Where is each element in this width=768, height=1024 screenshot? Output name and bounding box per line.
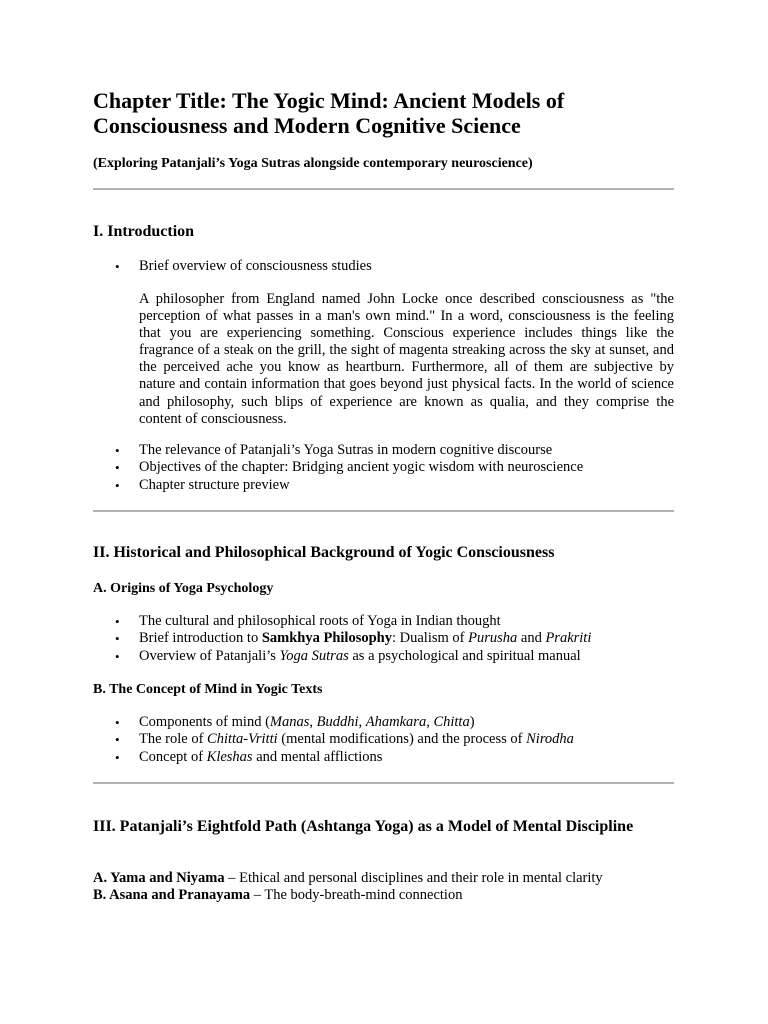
mind-bullet-list: [93, 714, 574, 766]
list-item: • Chapter structure preview: [93, 477, 583, 494]
section-heading-eightfold-path: III. Patanjali’s Eightfold Path (Ashtanga Yoga) as a Model of Mental Discipline: [93, 818, 634, 835]
list-item: • Components of mind (Manas, Buddhi, Ahamkara, Chitta): [93, 714, 574, 731]
yama-niyama-line: A. Yama and Niyama – Ethical and personal disciplines and their role in mental clarity: [93, 870, 603, 886]
section-heading-historical-background: II. Historical and Philosophical Background of Yogic Consciousness: [93, 544, 555, 561]
intro-paragraph: A philosopher from England named John Locke once described consciousness as "the perception of what passes in a man's own mind." In a word, consciousness is the feeling that you are experiencing something. Conscious experience includes things like the fragrance of a steak on the grill, the sight of magenta streaking across the sky at sunset, and the perceived ache you know as heartburn. Furthermore, all of them are subjective by nature and contain information that goes beyond just physical facts. In the world of science and philosophy, such blips of experience are known as qualia, and they comprise the content of consciousness.: [139, 291, 674, 427]
list-item: • Overview of Patanjali’s Yoga Sutras as a psychological and spiritual manual: [93, 648, 591, 665]
divider: [93, 510, 674, 512]
list-item: • The cultural and philosophical roots of Yoga in Indian thought: [93, 613, 591, 630]
list-item: • The relevance of Patanjali’s Yoga Sutras in modern cognitive discourse: [93, 442, 583, 459]
list-item: • Brief overview of consciousness studies: [93, 258, 372, 275]
section-heading-introduction: I. Introduction: [93, 223, 195, 240]
subsection-heading-concept-of-mind: B. The Concept of Mind in Yogic Texts: [93, 682, 323, 697]
subsection-heading-origins: A. Origins of Yoga Psychology: [93, 581, 274, 596]
chapter-subtitle: (Exploring Patanjali’s Yoga Sutras alongside contemporary neuroscience): [93, 156, 533, 171]
intro-bullet-list-2: [93, 442, 583, 494]
intro-bullet-list-1: [93, 258, 372, 275]
list-item: • The role of Chitta-Vritti (mental modifications) and the process of Nirodha: [93, 731, 574, 748]
list-item: • Objectives of the chapter: Bridging ancient yogic wisdom with neuroscience: [93, 459, 583, 476]
divider: [93, 782, 674, 784]
list-item: • Brief introduction to Samkhya Philosophy: Dualism of Purusha and Prakriti: [93, 630, 591, 647]
list-item: • Concept of Kleshas and mental afflictions: [93, 749, 574, 766]
chapter-title: Chapter Title: The Yogic Mind: Ancient Models of Consciousness and Modern Cognitive Science: [93, 88, 565, 138]
origins-bullet-list: [93, 613, 591, 665]
asana-pranayama-line: B. Asana and Pranayama – The body-breath-mind connection: [93, 887, 463, 903]
divider: [93, 188, 674, 190]
